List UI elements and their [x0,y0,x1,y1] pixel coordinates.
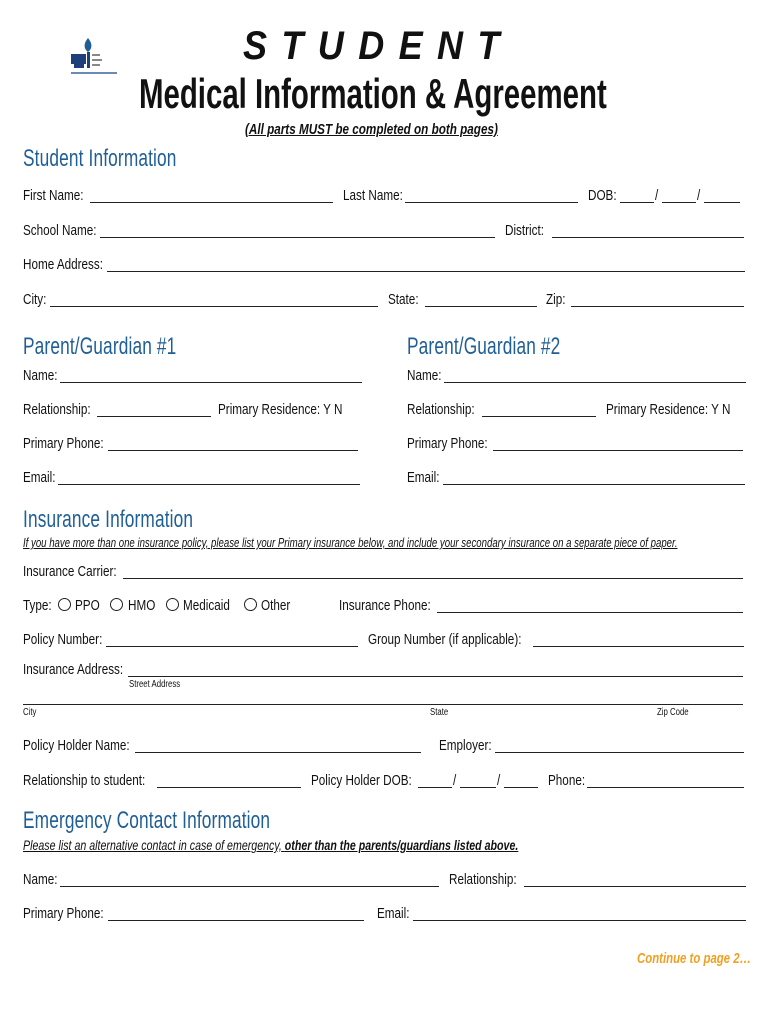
guardian-1-primary-residence[interactable]: Primary Residence: Y N [218,401,343,418]
holder-dob-year-field[interactable] [504,787,538,788]
last-name-label: Last Name: [343,187,403,204]
emergency-relationship-field[interactable] [524,886,746,887]
state-label: State: [388,291,419,308]
guardian-1-email-label: Email: [23,469,56,486]
district-field[interactable] [552,237,744,238]
logo [68,34,128,82]
holder-dob-day-field[interactable] [460,787,496,788]
relationship-to-student-label: Relationship to student: [23,772,146,789]
emergency-note-bold: other than the parents/guardians listed above. [284,837,519,853]
policy-number-label: Policy Number: [23,631,103,648]
guardian-2-email-field[interactable] [443,484,745,485]
home-address-field[interactable] [107,271,745,272]
continue-link[interactable]: Continue to page 2… [637,950,751,967]
section-heading-emergency: Emergency Contact Information [23,807,271,834]
page-subtitle: (All parts MUST be completed on both pages) [245,121,498,138]
section-heading-guardian-2: Parent/Guardian #2 [407,333,561,360]
guardian-1-primary-phone-label: Primary Phone: [23,435,104,452]
type-medicaid-radio[interactable] [166,598,179,611]
guardian-2-primary-phone-label: Primary Phone: [407,435,488,452]
guardian-1-relationship-field[interactable] [97,416,211,417]
guardian-2-name-label: Name: [407,367,442,384]
state-field[interactable] [425,306,537,307]
group-number-label: Group Number (if applicable): [368,631,522,648]
guardian-2-relationship-label: Relationship: [407,401,475,418]
dob-year-field[interactable] [704,202,740,203]
emergency-note [23,837,518,853]
insurance-phone-field[interactable] [437,612,743,613]
group-number-field[interactable] [533,646,744,647]
holder-phone-field[interactable] [587,787,744,788]
emergency-email-label: Email: [377,905,410,922]
emergency-name-field[interactable] [60,886,439,887]
type-other-radio[interactable] [244,598,257,611]
policy-holder-name-field[interactable] [135,752,421,753]
dob-slash-1: / [655,187,659,204]
guardian-2-primary-phone-field[interactable] [493,450,743,451]
holder-phone-label: Phone: [548,772,586,789]
city-caption: City [23,707,37,718]
home-address-label: Home Address: [23,256,103,273]
emergency-name-label: Name: [23,871,58,888]
first-name-field[interactable] [90,202,333,203]
type-ppo-radio[interactable] [58,598,71,611]
type-medicaid-label: Medicaid [183,597,230,614]
employer-field[interactable] [495,752,744,753]
guardian-2-name-field[interactable] [444,382,746,383]
emergency-email-field[interactable] [413,920,746,921]
first-name-label: First Name: [23,187,84,204]
type-hmo-radio[interactable] [110,598,123,611]
last-name-field[interactable] [405,202,578,203]
holder-dob-slash-1: / [453,772,457,789]
school-name-field[interactable] [100,237,495,238]
guardian-2-relationship-field[interactable] [482,416,596,417]
emergency-primary-phone-field[interactable] [108,920,364,921]
page-title: Medical Information & Agreement [139,70,607,117]
emergency-relationship-label: Relationship: [449,871,517,888]
section-heading-insurance: Insurance Information [23,506,194,533]
guardian-1-name-label: Name: [23,367,58,384]
policy-holder-dob-label: Policy Holder DOB: [311,772,412,789]
guardian-2-email-label: Email: [407,469,440,486]
insurance-type-label: Type: [23,597,52,614]
emergency-primary-phone-label: Primary Phone: [23,905,104,922]
insurance-city-state-zip-field[interactable] [23,704,743,705]
dob-label: DOB: [588,187,617,204]
dob-month-field[interactable] [620,202,654,203]
relationship-to-student-field[interactable] [157,787,301,788]
dob-day-field[interactable] [662,202,696,203]
emergency-note-plain: Please list an alternative contact in case of emergency, [23,837,282,853]
insurance-street-field[interactable] [128,676,743,677]
school-name-label: School Name: [23,222,97,239]
section-heading-guardian-1: Parent/Guardian #1 [23,333,177,360]
zip-label: Zip: [546,291,566,308]
employer-label: Employer: [439,737,492,754]
insurance-phone-label: Insurance Phone: [339,597,431,614]
type-other-label: Other [261,597,291,614]
type-hmo-label: HMO [128,597,156,614]
city-label: City: [23,291,47,308]
guardian-1-name-field[interactable] [60,382,362,383]
torch-logo-icon [68,34,128,82]
guardian-2-primary-residence[interactable]: Primary Residence: Y N [606,401,731,418]
city-field[interactable] [50,306,378,307]
zip-code-caption: Zip Code [657,707,689,718]
holder-dob-slash-2: / [497,772,501,789]
street-address-caption: Street Address [129,679,181,690]
guardian-1-primary-phone-field[interactable] [108,450,358,451]
type-ppo-label: PPO [75,597,100,614]
insurance-address-label: Insurance Address: [23,661,124,678]
guardian-1-relationship-label: Relationship: [23,401,91,418]
zip-field[interactable] [571,306,744,307]
brand-word: STUDENT [243,24,514,68]
section-heading-student: Student Information [23,145,177,172]
insurance-carrier-label: Insurance Carrier: [23,563,117,580]
district-label: District: [505,222,544,239]
policy-number-field[interactable] [106,646,358,647]
dob-slash-2: / [697,187,701,204]
guardian-1-email-field[interactable] [58,484,360,485]
policy-holder-name-label: Policy Holder Name: [23,737,130,754]
state-caption: State [430,707,449,718]
insurance-note: If you have more than one insurance policy, please list your Primary insurance below, and include your secondary insurance on a separate piece of paper. [23,535,678,550]
insurance-carrier-field[interactable] [123,578,743,579]
holder-dob-month-field[interactable] [418,787,452,788]
